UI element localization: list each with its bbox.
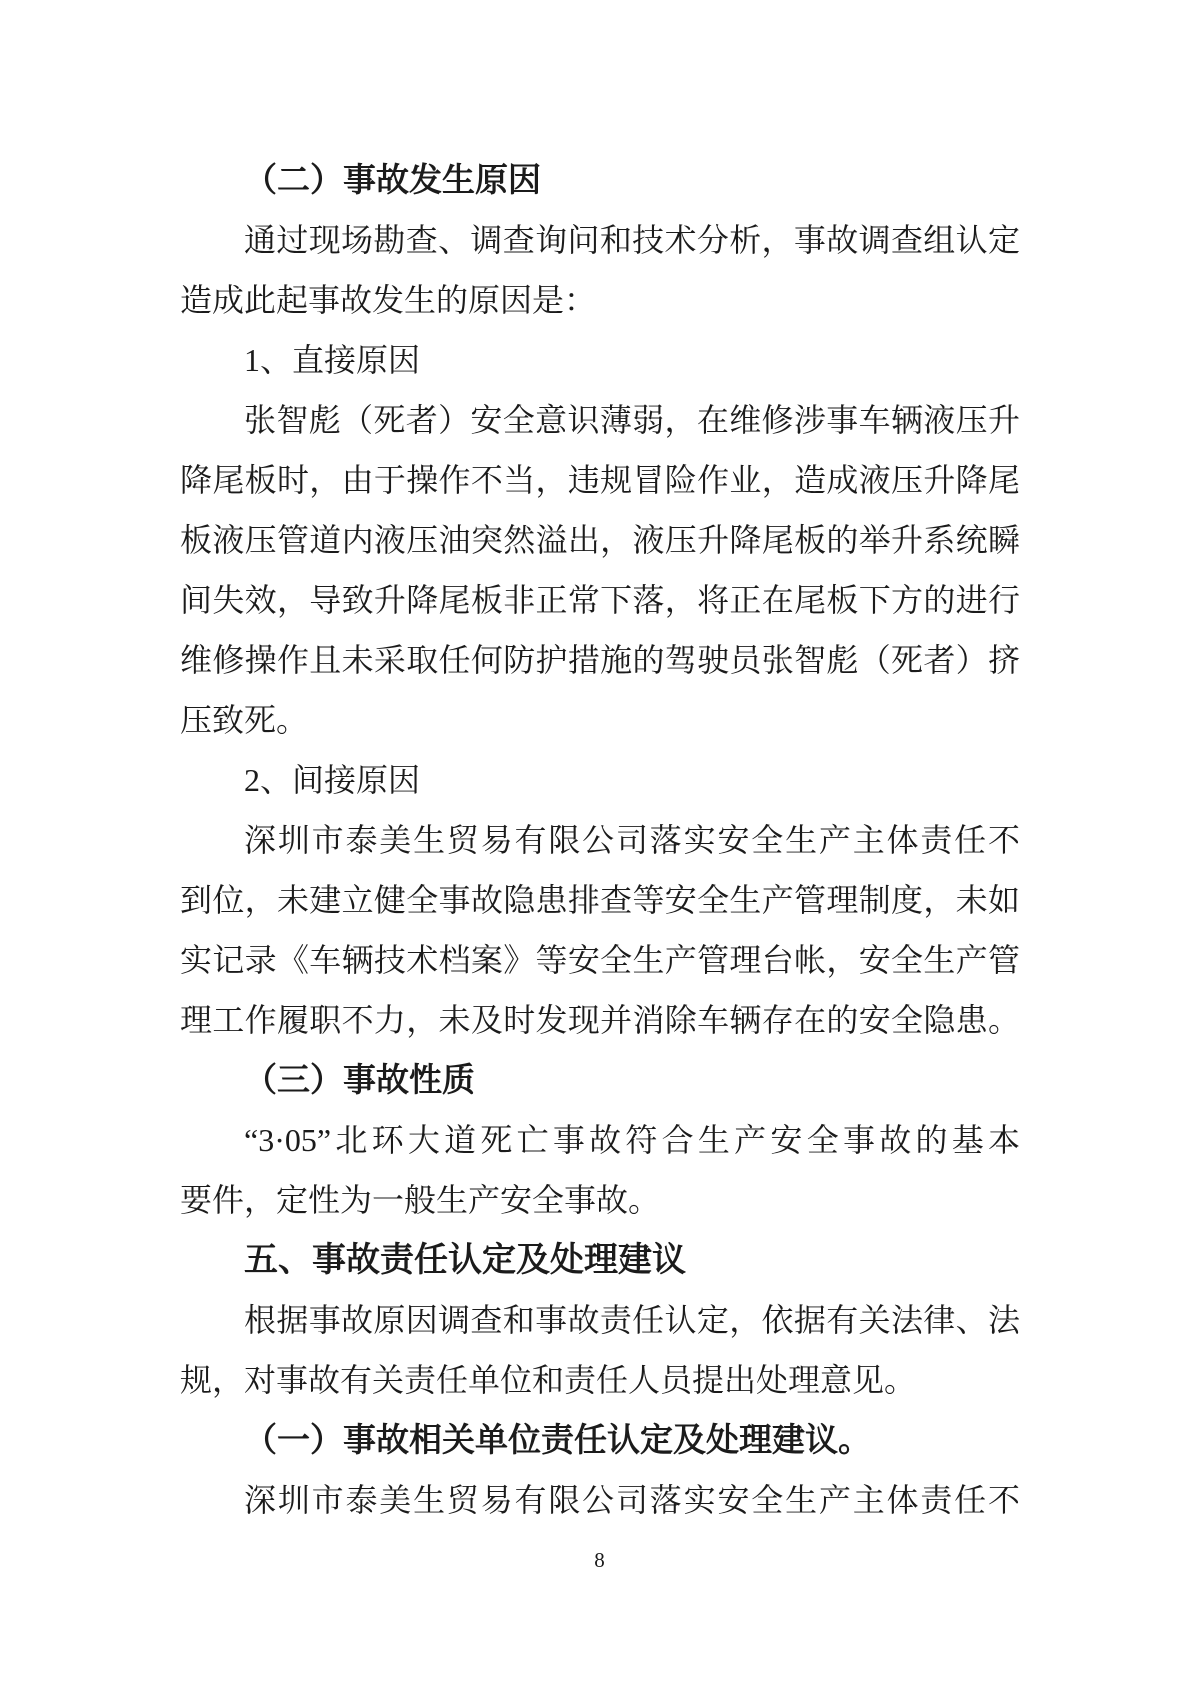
text-line: 板液压管道内液压油突然溢出，液压升降尾板的举升系统瞬 — [180, 522, 1020, 558]
section-heading-accident-nature: （三）事故性质 — [244, 1061, 475, 1098]
chapter-heading-responsibility: 五、事故责任认定及处理建议 — [244, 1241, 686, 1279]
page-number: 8 — [594, 1548, 605, 1572]
text-line: 通过现场勘查、调查询问和技术分析，事故调查组认定 — [244, 222, 1020, 258]
text-line: 根据事故原因调查和事故责任认定，依据有关法律、法 — [244, 1302, 1020, 1338]
text-line: “3·05”北环大道死亡事故符合生产安全事故的基本 — [244, 1122, 1020, 1158]
text-line: 要件，定性为一般生产安全事故。 — [180, 1182, 661, 1218]
text-line: 压致死。 — [180, 702, 309, 738]
text-line: 维修操作且未采取任何防护措施的驾驶员张智彪（死者）挤 — [180, 642, 1020, 678]
text-line: 造成此起事故发生的原因是： — [180, 282, 597, 318]
text-line: 深圳市泰美生贸易有限公司落实安全生产主体责任不 — [244, 822, 1020, 858]
section-heading-unit-responsibility: （一）事故相关单位责任认定及处理建议。 — [244, 1421, 871, 1458]
text-line: 间失效，导致升降尾板非正常下落，将正在尾板下方的进行 — [180, 582, 1020, 618]
section-heading-accident-cause: （二）事故发生原因 — [244, 161, 541, 198]
text-line: 到位，未建立健全事故隐患排查等安全生产管理制度，未如 — [180, 882, 1020, 918]
document-body — [180, 150, 1020, 1530]
subheading-indirect-cause: 2、间接原因 — [244, 762, 421, 798]
subheading-direct-cause: 1、直接原因 — [244, 342, 421, 378]
text-line: 张智彪（死者）安全意识薄弱，在维修涉事车辆液压升 — [244, 402, 1020, 438]
text-line: 深圳市泰美生贸易有限公司落实安全生产主体责任不 — [244, 1482, 1020, 1518]
text-line: 规，对事故有关责任单位和责任人员提出处理意见。 — [180, 1362, 917, 1398]
text-line: 实记录《车辆技术档案》等安全生产管理台帐，安全生产管 — [180, 942, 1020, 978]
text-line: 理工作履职不力，未及时发现并消除车辆存在的安全隐患。 — [180, 1002, 1020, 1038]
text-line: 降尾板时，由于操作不当，违规冒险作业，造成液压升降尾 — [180, 462, 1020, 498]
